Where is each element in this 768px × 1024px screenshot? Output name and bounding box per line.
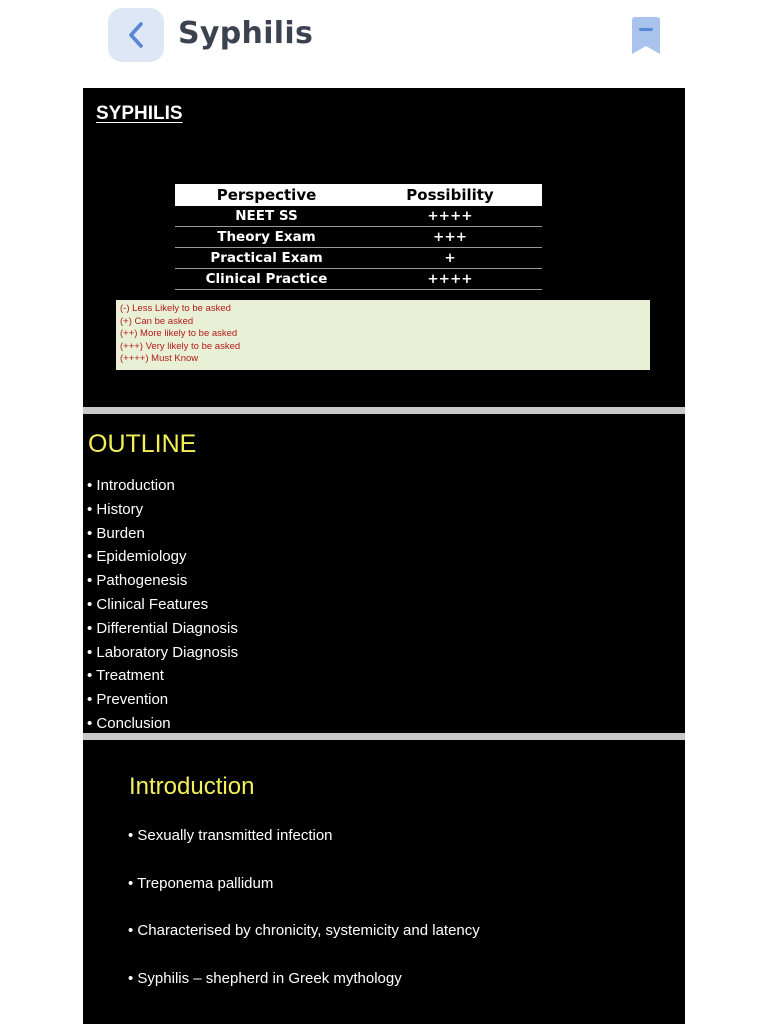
outline-list — [87, 474, 238, 736]
list-item: • Clinical Features — [87, 593, 238, 617]
list-item: • Characterised by chronicity, systemicity and latency — [128, 921, 480, 969]
possibility-cell: ++++ — [358, 206, 542, 227]
list-item: • Treponema pallidum — [128, 874, 480, 922]
legend-item: (-) Less Likely to be asked — [120, 303, 231, 314]
table-row — [175, 227, 542, 248]
legend-item: (+++) Very likely to be asked — [120, 340, 241, 352]
bookmark-icon[interactable] — [629, 16, 663, 56]
slide-heading: OUTLINE — [88, 430, 197, 458]
list-item: • Laboratory Diagnosis — [87, 641, 238, 665]
slide-divider — [83, 733, 685, 740]
column-header: Possibility — [358, 184, 542, 206]
table-header-row — [175, 184, 542, 206]
legend-box — [116, 300, 650, 370]
list-item: • Sexually transmitted infection — [128, 826, 480, 874]
table-row — [175, 206, 542, 227]
slide-introduction — [83, 740, 685, 1024]
perspective-cell: Practical Exam — [175, 248, 358, 269]
page-title: Syphilis — [178, 16, 314, 51]
perspective-cell: Theory Exam — [175, 227, 358, 248]
possibility-cell: +++ — [358, 227, 542, 248]
list-item: • Pathogenesis — [87, 569, 238, 593]
slide-heading: Introduction — [129, 773, 255, 800]
list-item: • Treatment — [87, 664, 238, 688]
list-item: • Epidemiology — [87, 545, 238, 569]
list-item: • Conclusion — [87, 712, 238, 736]
table-row — [175, 248, 542, 269]
perspective-cell: NEET SS — [175, 206, 358, 227]
legend-item: (++) More likely to be asked — [120, 328, 238, 340]
legend-item: (+) Can be asked — [120, 315, 194, 327]
slide-divider — [83, 407, 685, 414]
introduction-list — [128, 826, 480, 1016]
legend-item: (++++) Must Know — [120, 353, 199, 365]
list-item: • History — [87, 498, 238, 522]
perspective-cell: Clinical Practice — [175, 269, 358, 290]
list-item: • Introduction — [87, 474, 238, 498]
list-item: • Differential Diagnosis — [87, 617, 238, 641]
slide-outline — [83, 414, 685, 733]
list-item: • Syphilis – shepherd in Greek mythology — [128, 969, 480, 1017]
slide-priority — [83, 88, 685, 407]
chevron-left-icon — [125, 20, 147, 50]
possibility-cell: + — [358, 248, 542, 269]
back-button[interactable] — [108, 8, 164, 62]
slide-heading: SYPHILIS — [96, 103, 183, 124]
list-item: • Prevention — [87, 688, 238, 712]
list-item: • Burden — [87, 522, 238, 546]
column-header: Perspective — [175, 184, 358, 206]
possibility-table — [175, 184, 542, 290]
possibility-cell: ++++ — [358, 269, 542, 290]
app-header — [0, 0, 768, 88]
table-row — [175, 269, 542, 290]
